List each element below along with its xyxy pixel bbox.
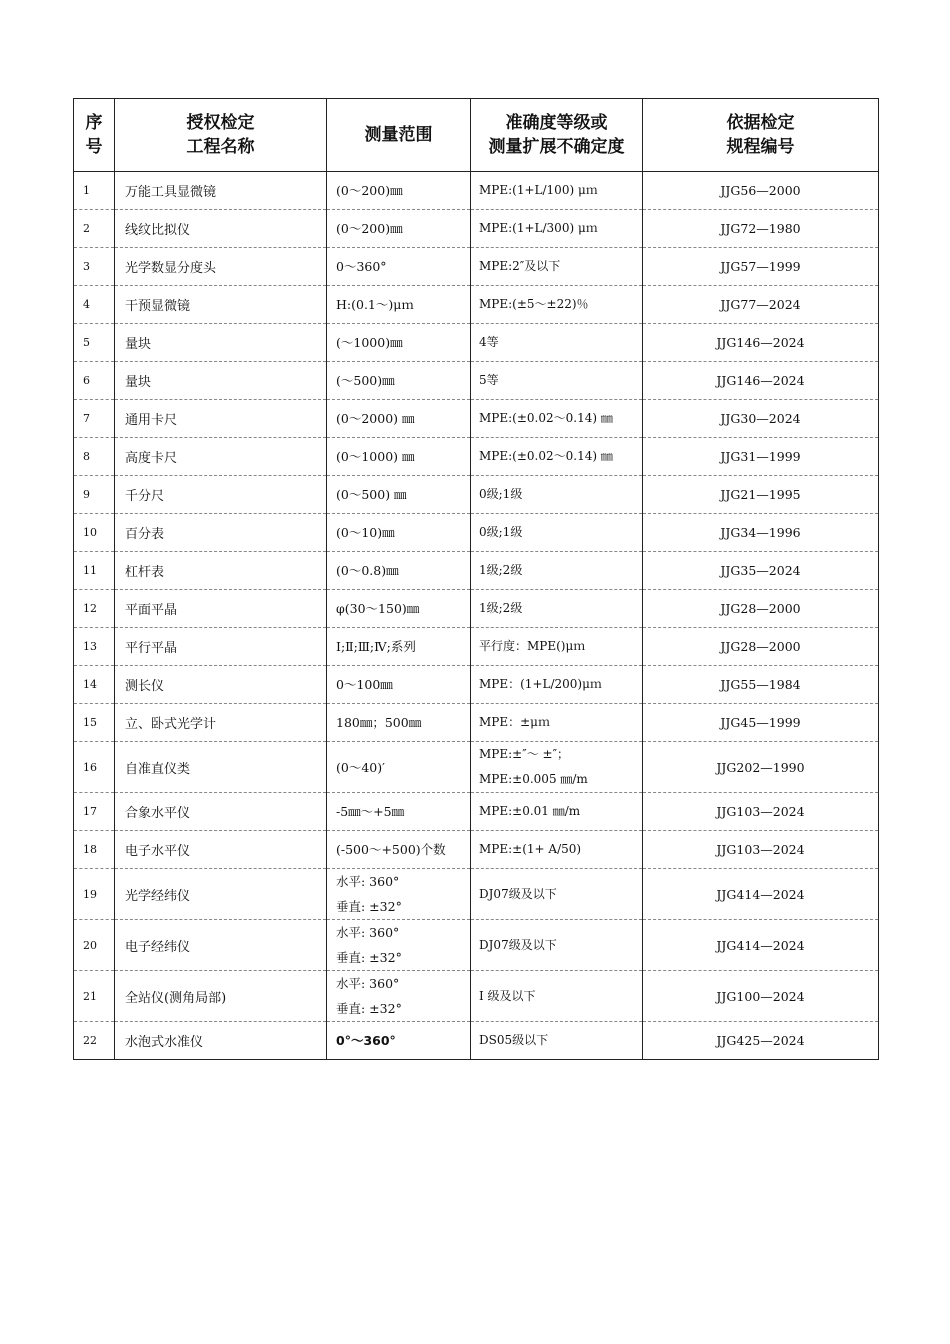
cell-accuracy	[471, 286, 643, 324]
cell-accuracy	[471, 869, 643, 920]
cell-seq	[74, 552, 115, 590]
cell-seq	[74, 438, 115, 476]
cell-text: 21	[83, 989, 97, 1003]
cell-range	[327, 362, 471, 400]
cell-text: (～500)㎜	[336, 373, 395, 388]
table-row	[74, 869, 879, 920]
cell-text: (0～500) ㎜	[336, 487, 407, 502]
cell-range	[327, 628, 471, 666]
cell-range	[327, 210, 471, 248]
cell-text: 16	[83, 760, 97, 774]
cell-name	[115, 666, 327, 704]
cell-text: JJG100—2024	[716, 988, 805, 1004]
cell-text: 13	[83, 640, 97, 653]
cell-basis	[643, 438, 879, 476]
cell-text: JJG35—2024	[720, 563, 801, 578]
cell-text: MPE:(±0.02～0.14) ㎜	[479, 411, 613, 425]
cell-text: 20	[83, 938, 97, 952]
cell-text: JJG45—1999	[720, 715, 801, 730]
cell-basis	[643, 248, 879, 286]
cell-accuracy	[471, 362, 643, 400]
cell-text: MPE:±0.005 ㎜/m	[479, 772, 588, 786]
cell-text: Ⅰ;Ⅱ;Ⅲ;Ⅳ;系列	[336, 639, 416, 654]
cell-range	[327, 1022, 471, 1060]
cell-seq	[74, 172, 115, 210]
cell-range	[327, 248, 471, 286]
cell-seq	[74, 971, 115, 1022]
cell-basis	[643, 742, 879, 793]
cell-basis	[643, 172, 879, 210]
cell-seq	[74, 210, 115, 248]
cell-name	[115, 552, 327, 590]
cell-text: 3	[83, 260, 90, 273]
cell-basis	[643, 704, 879, 742]
cell-range	[327, 793, 471, 831]
cell-range	[327, 286, 471, 324]
cell-basis	[643, 971, 879, 1022]
cell-basis	[643, 1022, 879, 1060]
header-row	[74, 99, 879, 172]
table-body	[74, 172, 879, 1060]
cell-basis	[643, 210, 879, 248]
cell-seq	[74, 666, 115, 704]
cell-text: MPE:±0.01 ㎜/m	[479, 804, 581, 818]
cell-text: 0级;1级	[479, 487, 523, 501]
table-row	[74, 1022, 879, 1060]
cell-text: (0～10)㎜	[336, 525, 395, 540]
cell-text: 万能工具显微镜	[125, 185, 217, 200]
cell-name	[115, 248, 327, 286]
cell-text: JJG21—1995	[720, 487, 801, 502]
cell-name	[115, 286, 327, 324]
cell-range	[327, 831, 471, 869]
cell-name	[115, 831, 327, 869]
cell-basis	[643, 628, 879, 666]
cell-accuracy	[471, 552, 643, 590]
table-row	[74, 400, 879, 438]
table-row	[74, 362, 879, 400]
cell-seq	[74, 704, 115, 742]
cell-seq	[74, 628, 115, 666]
header-seq: 序 号	[74, 99, 115, 172]
cell-seq	[74, 362, 115, 400]
cell-text: (0～200)㎜	[336, 221, 403, 236]
header-basis: 依据检定 规程编号	[643, 99, 879, 172]
cell-basis	[643, 400, 879, 438]
calibration-table	[73, 98, 879, 1060]
cell-text: (0～2000) ㎜	[336, 411, 415, 426]
cell-accuracy	[471, 666, 643, 704]
cell-range	[327, 552, 471, 590]
cell-text: 5	[83, 336, 90, 349]
cell-text: 量块	[125, 337, 152, 352]
cell-text: JJG28—2000	[720, 639, 801, 654]
cell-text: 1	[83, 184, 90, 197]
table-row	[74, 590, 879, 628]
cell-text: JJG72—1980	[720, 221, 801, 236]
cell-seq	[74, 476, 115, 514]
cell-name	[115, 869, 327, 920]
cell-basis	[643, 362, 879, 400]
cell-text: 测长仪	[125, 679, 165, 694]
cell-accuracy	[471, 971, 643, 1022]
cell-text: JJG55—1984	[720, 677, 801, 692]
cell-text: (0～1000) ㎜	[336, 449, 415, 464]
cell-text: (～1000)㎜	[336, 335, 403, 350]
cell-basis	[643, 869, 879, 920]
table-row	[74, 438, 879, 476]
cell-basis	[643, 666, 879, 704]
cell-text: 8	[83, 450, 90, 463]
cell-text: JJG77—2024	[720, 297, 801, 312]
cell-text: DS05级以下	[479, 1033, 549, 1047]
cell-text: JJG103—2024	[716, 842, 805, 857]
cell-basis	[643, 514, 879, 552]
cell-text: 杠杆表	[125, 565, 165, 580]
table-row	[74, 248, 879, 286]
table-row	[74, 971, 879, 1022]
cell-seq	[74, 742, 115, 793]
cell-text: 水平: 360°	[336, 874, 400, 889]
cell-text: 平行度：MPE()μｍ	[479, 639, 586, 653]
cell-text: MPE:±″～ ±″；	[479, 747, 570, 761]
cell-text: MPE:(1+L/300) μｍ	[479, 221, 598, 235]
cell-text: 12	[83, 602, 97, 615]
cell-text: 合象水平仪	[125, 806, 191, 821]
cell-text: MPE:(±5～±22)％	[479, 297, 589, 311]
table-row	[74, 742, 879, 793]
cell-text: (0～40)′	[336, 759, 385, 775]
cell-text: MPE:2″及以下	[479, 259, 561, 273]
cell-text: H:(0.1～)μｍ	[336, 297, 414, 312]
cell-seq	[74, 920, 115, 971]
cell-range	[327, 920, 471, 971]
cell-name	[115, 210, 327, 248]
cell-basis	[643, 476, 879, 514]
cell-text: 7	[83, 412, 90, 425]
cell-range	[327, 869, 471, 920]
cell-text: 4等	[479, 335, 499, 349]
table-row	[74, 920, 879, 971]
cell-text: JJG31—1999	[720, 449, 801, 464]
cell-text: JJG28—2000	[720, 601, 801, 616]
cell-text: 水泡式水准仪	[125, 1035, 204, 1050]
cell-accuracy	[471, 628, 643, 666]
cell-text: MPE：±μｍ	[479, 715, 550, 729]
cell-accuracy	[471, 210, 643, 248]
cell-accuracy	[471, 831, 643, 869]
cell-text: 4	[83, 298, 90, 311]
table-row	[74, 704, 879, 742]
cell-text: 量块	[125, 375, 152, 390]
cell-text: JJG56—2000	[720, 183, 801, 198]
cell-name	[115, 742, 327, 793]
cell-range	[327, 438, 471, 476]
cell-range	[327, 666, 471, 704]
cell-text: 水平: 360°	[336, 976, 400, 991]
cell-seq	[74, 590, 115, 628]
cell-text: JJG414—2024	[716, 886, 805, 902]
cell-accuracy	[471, 248, 643, 286]
cell-text: 电子经纬仪	[125, 939, 191, 955]
cell-accuracy	[471, 514, 643, 552]
cell-name	[115, 1022, 327, 1060]
cell-text: JJG202—1990	[716, 759, 805, 775]
cell-basis	[643, 590, 879, 628]
table-row	[74, 514, 879, 552]
cell-text: 1级;2级	[479, 563, 523, 577]
cell-text: 高度卡尺	[125, 451, 178, 466]
cell-seq	[74, 793, 115, 831]
cell-name	[115, 590, 327, 628]
cell-text: 0～100㎜	[336, 677, 393, 692]
cell-text: 2	[83, 222, 90, 235]
cell-text: (0～0.8)㎜	[336, 563, 399, 578]
cell-text: 光学经纬仪	[125, 888, 191, 904]
header-name: 授权检定 工程名称	[115, 99, 327, 172]
cell-range	[327, 514, 471, 552]
cell-basis	[643, 286, 879, 324]
table-row	[74, 628, 879, 666]
cell-basis	[643, 324, 879, 362]
cell-text: 18	[83, 843, 97, 856]
cell-text: 垂直: ±32°	[336, 899, 402, 914]
cell-basis	[643, 831, 879, 869]
cell-range	[327, 400, 471, 438]
table-row	[74, 831, 879, 869]
cell-seq	[74, 514, 115, 552]
cell-text: 0级;1级	[479, 525, 523, 539]
cell-text: 1级;2级	[479, 601, 523, 615]
cell-text: 水平: 360°	[336, 925, 400, 940]
cell-seq	[74, 324, 115, 362]
cell-text: 光学数显分度头	[125, 261, 217, 276]
cell-text: 22	[83, 1034, 97, 1047]
cell-text: 平面平晶	[125, 603, 178, 618]
cell-name	[115, 476, 327, 514]
cell-seq	[74, 400, 115, 438]
table-row	[74, 552, 879, 590]
cell-text: φ(30～150)㎜	[336, 601, 420, 616]
cell-text: 垂直: ±32°	[336, 950, 402, 965]
cell-name	[115, 400, 327, 438]
cell-text: JJG103—2024	[716, 804, 805, 819]
header-range: 测量范围	[327, 99, 471, 172]
cell-text: DJ07级及以下	[479, 886, 557, 901]
table-row	[74, 666, 879, 704]
cell-text: 全站仪(测角局部)	[125, 990, 227, 1006]
cell-text: 17	[83, 805, 97, 818]
cell-text: 干预显微镜	[125, 299, 191, 314]
cell-text: JJG425—2024	[716, 1033, 805, 1048]
cell-name	[115, 362, 327, 400]
cell-text: JJG414—2024	[716, 937, 805, 953]
cell-text: 14	[83, 678, 97, 691]
cell-accuracy	[471, 1022, 643, 1060]
table-row	[74, 324, 879, 362]
table-row	[74, 793, 879, 831]
cell-accuracy	[471, 704, 643, 742]
cell-name	[115, 793, 327, 831]
cell-text: 垂直: ±32°	[336, 1001, 402, 1016]
cell-range	[327, 476, 471, 514]
cell-range	[327, 590, 471, 628]
cell-text: MPE:±(1+ A/50)	[479, 842, 582, 856]
cell-seq	[74, 869, 115, 920]
cell-text: 自准直仪类	[125, 761, 191, 777]
cell-text: 6	[83, 374, 90, 387]
cell-text: 19	[83, 887, 97, 901]
cell-text: 百分表	[125, 527, 165, 542]
cell-accuracy	[471, 793, 643, 831]
cell-accuracy	[471, 400, 643, 438]
cell-text: 11	[83, 564, 97, 577]
cell-text: 15	[83, 716, 97, 729]
cell-text: (0～200)㎜	[336, 183, 403, 198]
cell-basis	[643, 793, 879, 831]
cell-text: 10	[83, 526, 97, 539]
cell-text: 电子水平仪	[125, 844, 191, 859]
header-accuracy: 准确度等级或 测量扩展不确定度	[471, 99, 643, 172]
cell-name	[115, 971, 327, 1022]
cell-text: JJG146—2024	[716, 373, 805, 388]
table-row	[74, 476, 879, 514]
cell-seq	[74, 248, 115, 286]
cell-text: DJ07级及以下	[479, 937, 557, 952]
cell-text: MPE:(±0.02～0.14) ㎜	[479, 449, 613, 463]
cell-range	[327, 172, 471, 210]
cell-range	[327, 742, 471, 793]
table-row	[74, 172, 879, 210]
cell-accuracy	[471, 172, 643, 210]
cell-accuracy	[471, 438, 643, 476]
cell-text: JJG57—1999	[720, 259, 801, 274]
cell-text: 0°～360°	[336, 1033, 396, 1048]
cell-text: MPE：(1+L/200)μｍ	[479, 677, 602, 691]
cell-name	[115, 704, 327, 742]
cell-text: 通用卡尺	[125, 413, 178, 428]
cell-text: 5等	[479, 373, 499, 387]
cell-accuracy	[471, 476, 643, 514]
cell-name	[115, 920, 327, 971]
cell-accuracy	[471, 324, 643, 362]
cell-text: (-500～+500)个数	[336, 842, 446, 857]
cell-text: 0～360°	[336, 259, 387, 274]
table-row	[74, 210, 879, 248]
cell-name	[115, 438, 327, 476]
table-row	[74, 286, 879, 324]
cell-range	[327, 324, 471, 362]
cell-text: JJG30—2024	[720, 411, 801, 426]
cell-seq	[74, 286, 115, 324]
cell-range	[327, 704, 471, 742]
cell-text: 180㎜；500㎜	[336, 715, 422, 730]
cell-text: -5㎜～+5㎜	[336, 804, 405, 819]
cell-accuracy	[471, 920, 643, 971]
cell-basis	[643, 552, 879, 590]
cell-name	[115, 628, 327, 666]
cell-text: JJG34—1996	[720, 525, 801, 540]
cell-text: 平行平晶	[125, 641, 178, 656]
cell-text: JJG146—2024	[716, 335, 805, 350]
cell-range	[327, 971, 471, 1022]
cell-accuracy	[471, 590, 643, 628]
cell-name	[115, 514, 327, 552]
cell-text: 9	[83, 488, 90, 501]
cell-name	[115, 172, 327, 210]
cell-text: 千分尺	[125, 489, 165, 504]
cell-basis	[643, 920, 879, 971]
cell-text: MPE:(1+L/100) μｍ	[479, 183, 598, 197]
cell-text: Ⅰ 级及以下	[479, 988, 536, 1003]
cell-seq	[74, 1022, 115, 1060]
cell-accuracy	[471, 742, 643, 793]
cell-seq	[74, 831, 115, 869]
cell-name	[115, 324, 327, 362]
cell-text: 线纹比拟仪	[125, 223, 191, 238]
cell-text: 立、卧式光学计	[125, 717, 217, 732]
